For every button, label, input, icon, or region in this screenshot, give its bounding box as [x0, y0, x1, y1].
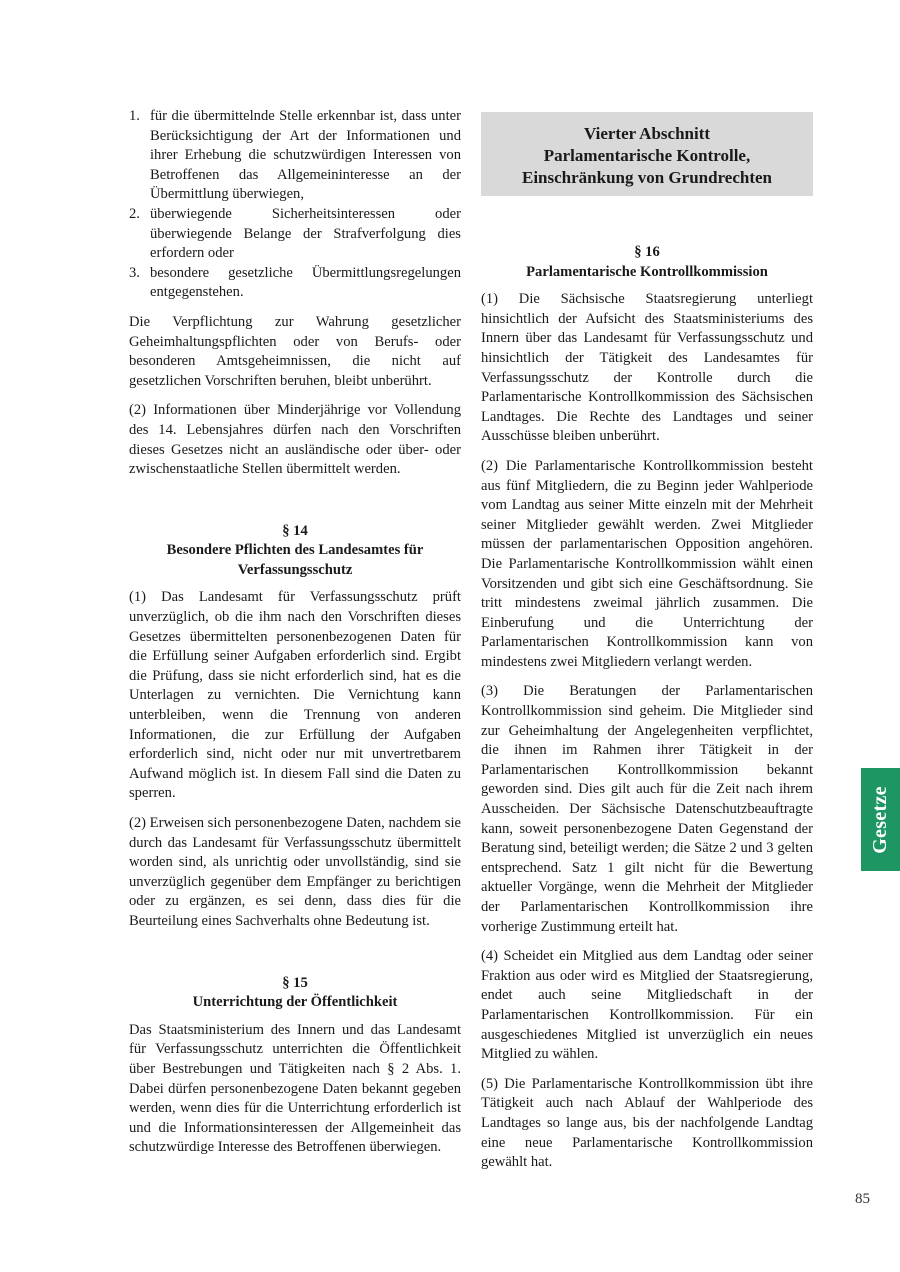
side-tab-gesetze[interactable] [861, 768, 900, 871]
section-heading-16 [481, 243, 813, 282]
list-item [129, 107, 461, 205]
chapter-heading-box [481, 112, 813, 196]
list-item-text: besondere gesetzliche Übermittlungsregelungen entgegenstehen. [150, 264, 461, 301]
section-number: § 16 [634, 244, 660, 260]
left-column [129, 107, 461, 1168]
side-tab-label: Gesetze [868, 785, 891, 854]
paragraph: (2) Informationen über Minderjährige vor Vollendung des 14. Lebensjahres dürfen nach den Vorschriften dieses Gesetzes nicht an ausländische oder über- oder zwischenstaatliche Stellen übermittelt werden. [129, 402, 461, 478]
list-item-text: überwiegende Sicherheitsinteressen oder überwiegende Belange der Strafverfolgung dies erfordern oder [150, 205, 461, 262]
section-number: § 14 [282, 522, 308, 539]
paragraph: (2) Die Parlamentarische Kontrollkommission besteht aus fünf Mitgliedern, die zu Beginn jeder Wahlperiode vom Landtag aus seiner Mitte einzeln mit der Mehrheit seiner Mitglieder gewählt werden. Zwei Mitglieder müssen der parlamentarischen Opposition angehören. Die Parlamentarische Kontrollkommission wählt einen Vorsitzenden und gibt sich eine Geschäftsordnung. Sie tritt mindestens zweimal jährlich zusammen. Die Einberufung und die Unterrichtung der Parlamentarischen Kontrollkommission kann von mindestens zwei Mitgliedern verlangt werden. [481, 457, 813, 670]
list-item [129, 205, 461, 264]
section-heading-15 [129, 974, 461, 1013]
list-item-number: 1. [129, 108, 140, 124]
right-column [481, 107, 813, 1183]
section-number: § 15 [282, 974, 308, 991]
paragraph: Das Staatsministerium des Innern und das Landesamt für Verfassungsschutz unterrichten die Öffentlichkeit über Bestrebungen und Tätigkeiten nach § 2 Abs. 1. Dabei dürfen personenbezogene Daten bekannt gegeben werden, wenn dies für die Unterrichtung erforderlich ist und die Informationsinteressen der Allgemeinheit das schutzwürdige Interesse des Betroffenen überwiegen. [129, 1021, 461, 1156]
paragraph: (4) Scheidet ein Mitglied aus dem Landtag oder seiner Fraktion aus oder wird es Mitglied der Staatsregierung, endet auch seine Mitgliedschaft in der Parlamentarischen Kontrollkommission. Für ein ausgeschiedenes Mitglied ist unverzüglich ein neues Mitglied zu wählen. [481, 948, 813, 1063]
list-item-number: 3. [129, 264, 140, 281]
paragraph: (1) Die Sächsische Staatsregierung unterliegt hinsichtlich der Aufsicht des Staatsministeriums des Innern über das Landesamt für Verfassungsschutz und hinsichtlich der Tätigkeit des Landesamtes für Verfassungsschutz der Kontrolle durch die Parlamentarische Kontrollkommission des Sächsischen Landtages. Die Rechte des Landtages und seiner Ausschüsse bleiben unberührt. [481, 291, 813, 445]
list-item-number: 2. [129, 205, 140, 222]
paragraph: (2) Erweisen sich personenbezogene Daten, nachdem sie durch das Landesamt für Verfassungsschutz übermittelt worden sind, als unrichtig oder unvollständig, sind sie unverzüglich gegenüber dem Empfänger zu berichtigen oder zu ergänzen, es sei denn, dass dies für die Beurteilung eines Sachverhalts ohne Bedeutung ist. [129, 815, 461, 929]
chapter-heading-line: Vierter Abschnitt [583, 124, 711, 143]
paragraph: (1) Das Landesamt für Verfassungsschutz prüft unverzüglich, ob die ihm nach den Vorschriften dieses Gesetzes übermittelten personenbezogenen Daten für die Erfüllung seiner Aufgaben erforderlich sind. Ergibt die Prüfung, dass sie nicht erforderlich sind, hat es die Unterlagen zu vernichten. Die Vernichtung kann unterbleiben, wenn die Trennung von anderen Informationen, die zur Erfüllung der Aufgaben erforderlich sind, nicht oder nur mit unvertretbarem Aufwand möglich ist. In diesem Fall sind die Daten zu sperren. [129, 589, 461, 802]
page-number: 85 [855, 1191, 870, 1207]
paragraph: Die Verpflichtung zur Wahrung gesetzlicher Geheimhaltungspflichten oder von Berufs- oder besonderen Amtsgeheimnissen, die nicht auf gesetzlichen Vorschriften beruhen, bleibt unberührt. [129, 313, 461, 389]
section-title: Parlamentarische Kontrollkommission [526, 263, 768, 280]
chapter-heading-line: Parlamentarische Kontrolle, [543, 146, 751, 165]
transfer-conditions-list [129, 107, 461, 303]
section-heading-14 [129, 522, 461, 581]
list-item [129, 264, 461, 303]
section-title: Unterrichtung der Öffentlichkeit [192, 994, 398, 1011]
chapter-heading-line: Einschränkung von Grundrechten [521, 168, 773, 187]
paragraph: (5) Die Parlamentarische Kontrollkommission übt ihre Tätigkeit auch nach Ablauf der Wahlperiode des Landtages so lange aus, bis der nachfolgende Landtag eine neue Parlamentarische Kontrollkommission gewählt hat. [481, 1075, 813, 1171]
section-title: Besondere Pflichten des Landesamtes für Verfassungsschutz [166, 542, 424, 578]
paragraph: (3) Die Beratungen der Parlamentarischen Kontrollkommission sind geheim. Die Mitglieder sind zur Geheimhaltung der Angelegenheiten verpflichtet, die ihnen im Rahmen ihrer Tätigkeit in der Parlamentarischen Kontrollkommission bekannt geworden sind. Dies gilt auch für die Zeit nach ihrem Ausscheiden. Der Sächsische Datenschutzbeauftragte kann, soweit personenbezogene Daten Gegenstand der Beratung sind, beteiligt werden; die Sätze 2 und 3 gelten entsprechend. Satz 1 gilt nicht für die Bewertung aktueller Vorgänge, wenn die Mehrheit der Mitglieder der Parlamentarischen Kontrollkommission ihre vorherige Zustimmung erteilt hat. [481, 683, 813, 935]
list-item-text: für die übermittelnde Stelle erkennbar ist, dass unter Berücksichtigung der Art der Informationen und ihrer Erhebung die schutzwürdigen Interessen von Betroffenen das Allgemeininteresse an der Übermittlung überwiegen, [150, 108, 461, 203]
